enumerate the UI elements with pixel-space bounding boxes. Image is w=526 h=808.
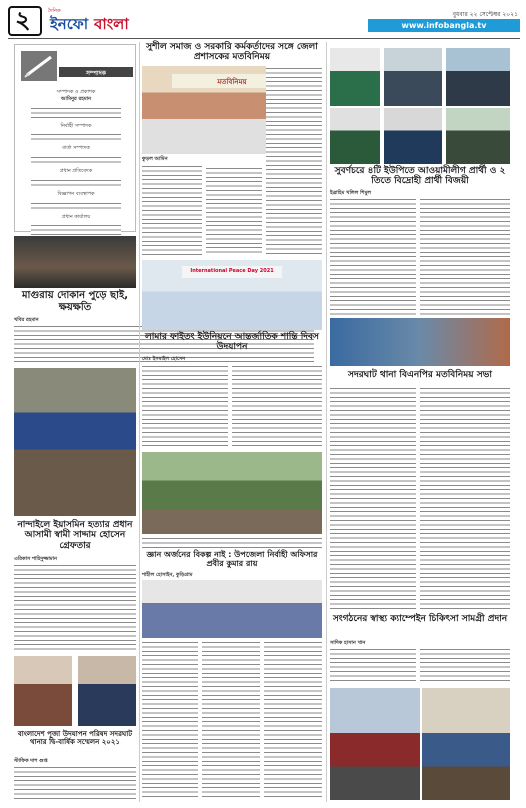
portrait-5 bbox=[384, 108, 442, 164]
column-rule bbox=[139, 42, 140, 802]
peace-day-photo bbox=[142, 260, 322, 330]
fire-photo bbox=[14, 236, 136, 288]
logo-small-text: দৈনিক bbox=[48, 8, 61, 14]
credit-filler bbox=[31, 106, 121, 120]
health-byline: সাদিক হাসান খান bbox=[330, 640, 366, 646]
credit-filler bbox=[31, 178, 121, 188]
credit-line: সম্পাদক ও প্রকাশক bbox=[56, 89, 96, 95]
credit-line: প্রধান কার্যালয় bbox=[61, 213, 91, 220]
credit-filler bbox=[31, 132, 121, 142]
subarnachar-headline: সুবর্ণচরে ৪টি ইউপিতে আওয়ামীলীগ প্রার্থী ও ২ তিতে বিদ্রোহী প্রার্থী বিজয়ী bbox=[334, 166, 506, 187]
puja-portrait-2 bbox=[78, 656, 136, 726]
subarnachar-body-b bbox=[420, 197, 510, 315]
jaan-body-a bbox=[142, 640, 198, 800]
website-url: www.infobangla.tv bbox=[401, 21, 487, 30]
bnp-meeting-photo bbox=[330, 318, 510, 366]
portrait-3 bbox=[446, 48, 510, 106]
puja-body bbox=[14, 765, 136, 801]
field-caption bbox=[142, 536, 322, 548]
subarnachar-byline: ইব্রাহিম খলিল শিমুল bbox=[330, 190, 371, 196]
credit-line: আমিনুর রহমান bbox=[60, 95, 92, 102]
credit-filler bbox=[31, 155, 121, 165]
portrait-6 bbox=[446, 108, 510, 164]
citizen-body-a bbox=[142, 164, 202, 256]
credit-line: নির্বাহী সম্পাদক bbox=[60, 122, 92, 129]
peace-banner-text: International Peace Day 2021 bbox=[190, 268, 274, 274]
sadarghat-body-b bbox=[420, 386, 510, 610]
citizen-body-c bbox=[266, 66, 322, 256]
health-photo-1 bbox=[330, 688, 420, 800]
health-body-a bbox=[330, 647, 416, 683]
lions-body-a bbox=[142, 364, 228, 448]
sadarghat-body-a bbox=[330, 386, 416, 610]
subarnachar-body-a bbox=[330, 197, 416, 315]
masthead bbox=[8, 6, 520, 36]
puja-portrait-1 bbox=[14, 656, 72, 726]
portrait-1 bbox=[330, 48, 380, 106]
portrait-2 bbox=[384, 48, 442, 106]
jaan-body-c bbox=[264, 640, 322, 800]
sadarghat-headline: সদরঘাট থানা বিএনপির মতবিনিময় সভা bbox=[348, 370, 492, 380]
nandail-headline: নান্দাইলে ইয়াসমিন হত্যার প্রধান আসামী স্বামী সাদ্দাম হোসেন গ্রেফতার bbox=[17, 520, 133, 551]
puja-byline: স্টাফিক দাশ গুপ্ত bbox=[14, 758, 48, 764]
health-body-b bbox=[420, 647, 510, 683]
magura-byline: খবির রহমান bbox=[14, 317, 39, 323]
page-number: ২ bbox=[15, 6, 31, 34]
health-headline: সংগঠনের স্বাস্থ্য ক্যাম্পেইন চিকিৎসা সামগ্রী প্রদান bbox=[332, 614, 508, 624]
credit-line: বিজ্ঞাপন ব্যবস্থাপক bbox=[57, 190, 95, 197]
health-photo-2 bbox=[422, 688, 510, 800]
credit-filler bbox=[31, 201, 121, 211]
editorial-label: সম্পাদক bbox=[85, 70, 106, 77]
column-rule bbox=[326, 42, 327, 802]
editorial-label-bar bbox=[59, 67, 133, 77]
editorial-pen-icon bbox=[21, 51, 57, 81]
citizen-body-b bbox=[206, 166, 262, 256]
logo-text-b: বাংলা bbox=[94, 15, 129, 33]
editorial-credits bbox=[21, 89, 131, 240]
portrait-4 bbox=[330, 108, 380, 164]
page-number-badge bbox=[8, 6, 42, 36]
lions-headline: লামার ফাইতং ইউনিয়নে আন্তর্জাতিক শান্তি দিবস উদযাপন bbox=[145, 332, 319, 353]
citizen-byline: কুড়ল আমিন bbox=[142, 156, 168, 162]
jaan-headline: জ্ঞান অর্জনের বিকল্প নাই : উপজেলা নির্বাহী অফিসার প্রবীর কুমার রায় bbox=[146, 550, 318, 569]
editorial-box bbox=[14, 44, 136, 232]
jaan-body-b bbox=[202, 640, 260, 800]
issue-date: বুধবার ২২ সেপ্টেম্বর ২০২১ bbox=[452, 11, 518, 18]
credit-line: বার্তা সম্পাদক bbox=[62, 145, 90, 152]
seminar-photo bbox=[142, 580, 322, 638]
citizen-headline: সুশীল সমাজ ও সরকারি কর্মকর্তাদের সঙ্গে জেলা প্রশাসকের মতবিনিময় bbox=[146, 42, 318, 63]
lions-byline: মোঃ ইসমাইল হোসেন bbox=[142, 356, 186, 362]
arrest-photo bbox=[14, 368, 136, 516]
masthead-rule bbox=[8, 38, 520, 39]
stage-banner-text: মতবিনিময় bbox=[217, 78, 247, 86]
logo-text-a: ইনফো bbox=[50, 15, 89, 33]
nandail-byline: এরিকাস শাহিদুজ্জামান bbox=[14, 556, 57, 562]
website-bar bbox=[368, 19, 520, 32]
magura-headline: মাগুরায় দোকান পুড়ে ছাই, ক্ষয়ক্ষতি bbox=[21, 290, 129, 313]
field-photo bbox=[142, 452, 322, 534]
puja-headline: বাংলাদেশ পূজা উদযাপন পরিষদ সদরঘাট থানার দ্বি-বার্ষিক সম্মেলন ২০২১ bbox=[17, 730, 133, 747]
lions-body-b bbox=[232, 364, 322, 448]
jaan-byline: শাহীল হোসাইন, কুড়িগ্রাম bbox=[142, 572, 193, 578]
credit-line: প্রধান প্রতিবেদক bbox=[59, 168, 93, 174]
nandail-body bbox=[14, 563, 136, 651]
peace-banner bbox=[182, 266, 282, 278]
